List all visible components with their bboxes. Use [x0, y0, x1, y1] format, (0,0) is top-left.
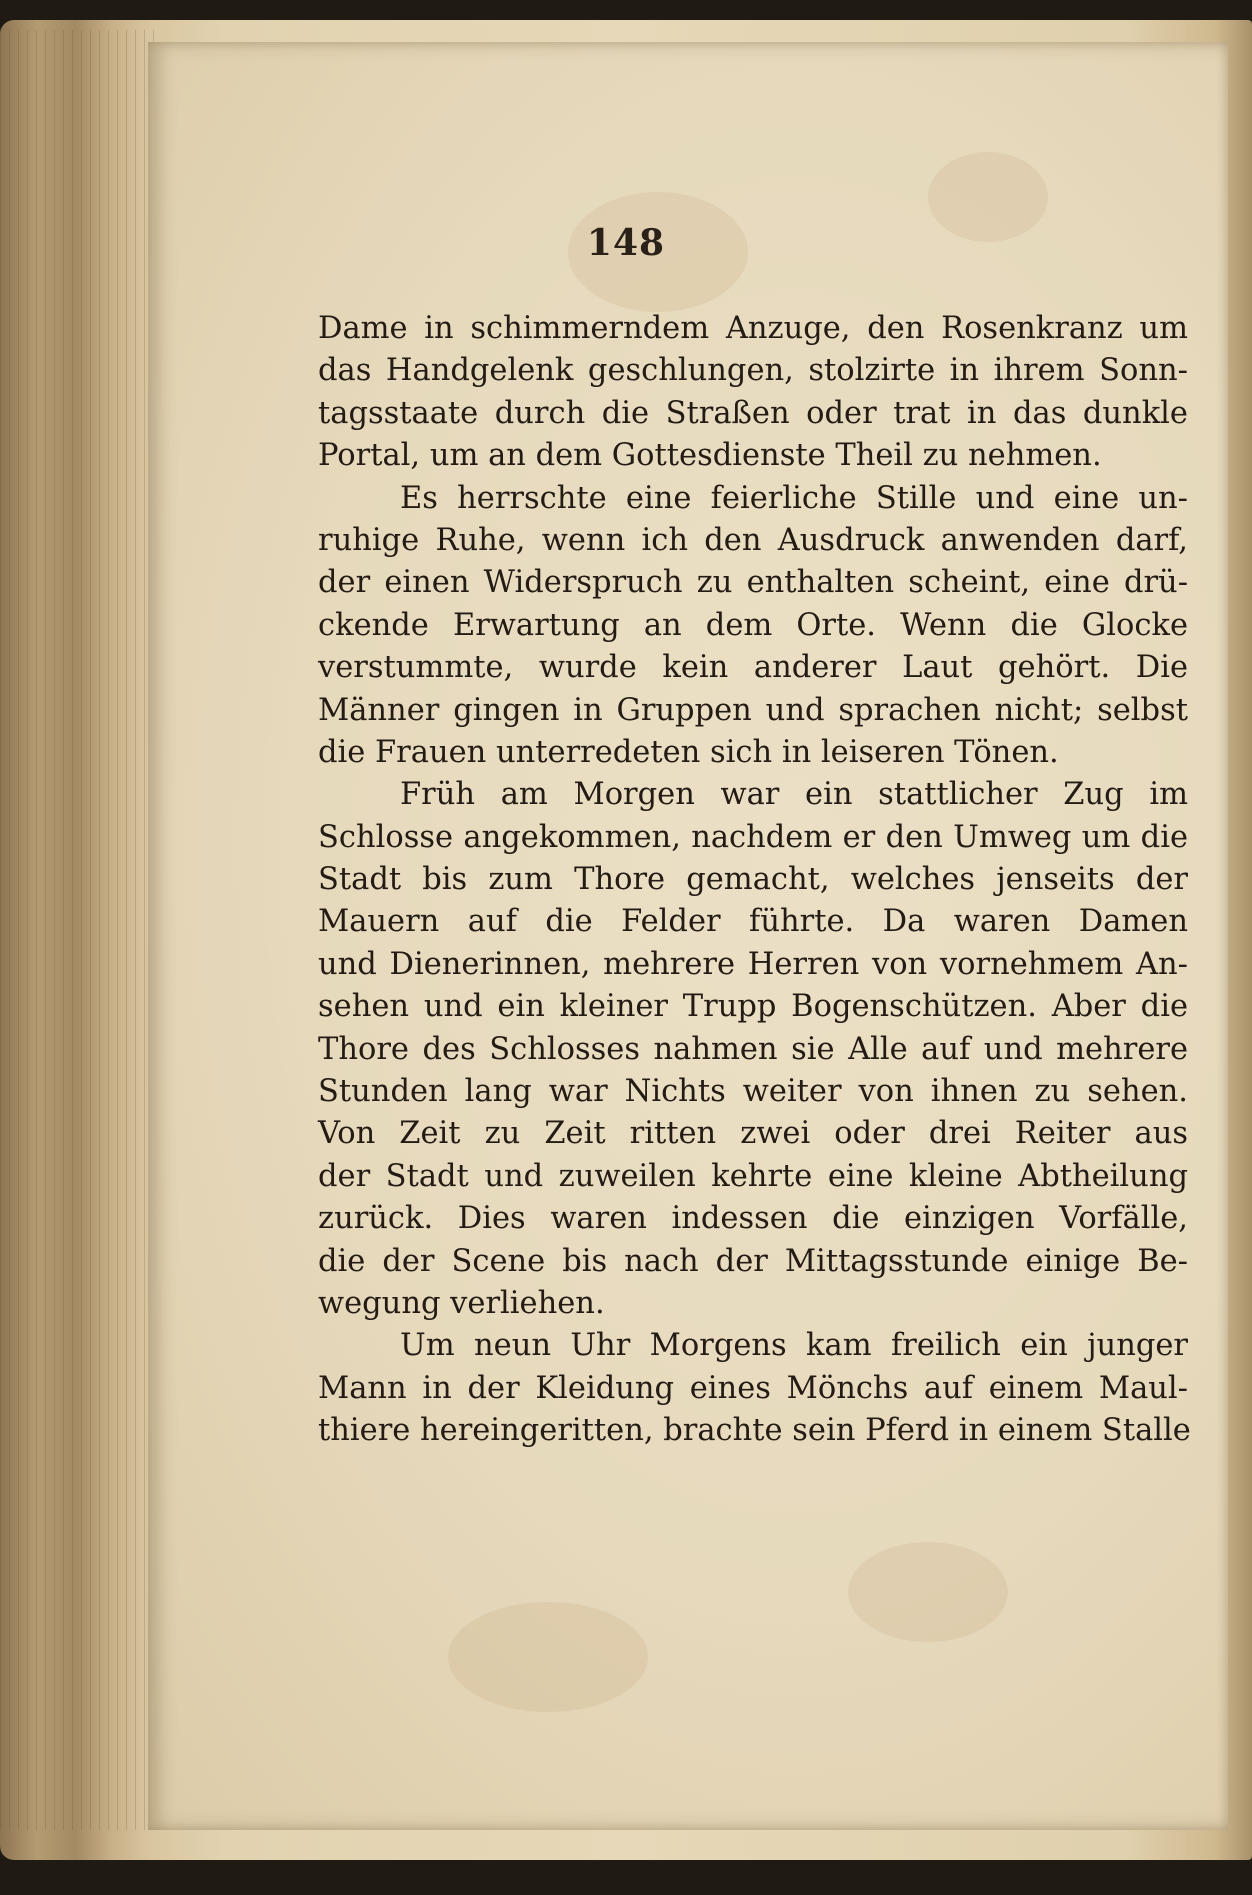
text-line: Dame in schimmerndem Anzuge, den Rosenkranz um [318, 311, 1188, 346]
text-line: die der Scene bis nach der Mittagsstunde einige Be- [318, 1243, 1188, 1279]
text-line: tagsstaate durch die Straßen oder trat in das dunkle [318, 395, 1188, 431]
text-line: Thore des Schlosses nahmen sie Alle auf und mehrere [318, 1031, 1188, 1067]
text-line: wegung verliehen. [318, 1285, 605, 1321]
page-edges [0, 30, 160, 1830]
text-line: Männer gingen in Gruppen und sprachen nicht; selbst [318, 692, 1188, 728]
body-text [318, 308, 1191, 1453]
text-line: der Stadt und zuweilen kehrte eine kleine Abtheilung [318, 1158, 1188, 1194]
text-line: und Dienerinnen, mehrere Herren von vornehmem An- [318, 946, 1188, 982]
text-line: sehen und ein kleiner Trupp Bogenschützen. Aber die [318, 989, 1188, 1025]
text-line: die Frauen unterredeten sich in leiseren Tönen. [318, 734, 1059, 770]
text-line: thiere hereingeritten, brachte sein Pferd in einem Stalle [318, 1413, 1191, 1449]
text-line: Stunden lang war Nichts weiter von ihnen zu sehen. [318, 1074, 1188, 1110]
text-line: Früh am Morgen war ein stattlicher Zug im [400, 777, 1188, 813]
text-line: verstummte, wurde kein anderer Laut gehört. Die [318, 650, 1188, 686]
text-line: Mann in der Kleidung eines Mönchs auf einem Maul- [318, 1370, 1188, 1406]
text-line: der einen Widerspruch zu enthalten scheint, eine drü- [318, 565, 1188, 601]
text-line: Schlosse angekommen, nachdem er den Umweg um die [318, 819, 1188, 855]
page-number: 148 [586, 222, 666, 264]
text-line: Es herrschte eine feierliche Stille und eine un- [400, 480, 1188, 516]
text-line: Um neun Uhr Morgens kam freilich ein junger [400, 1328, 1188, 1364]
text-line: Stadt bis zum Thore gemacht, welches jenseits der [318, 862, 1188, 898]
text-line: ruhige Ruhe, wenn ich den Ausdruck anwenden darf, [318, 522, 1188, 558]
text-line: Portal, um an dem Gottesdienste Theil zu nehmen. [318, 438, 1102, 474]
text-line: Mauern auf die Felder führte. Da waren Damen [318, 904, 1188, 940]
text-line: ckende Erwartung an dem Orte. Wenn die Glocke [318, 607, 1188, 643]
text-line: das Handgelenk geschlungen, stolzirte in ihrem Sonn- [318, 353, 1188, 389]
text-line: zurück. Dies waren indessen die einzigen Vorfälle, [318, 1201, 1188, 1237]
text-line: Von Zeit zu Zeit ritten zwei oder drei Reiter aus [318, 1116, 1188, 1152]
